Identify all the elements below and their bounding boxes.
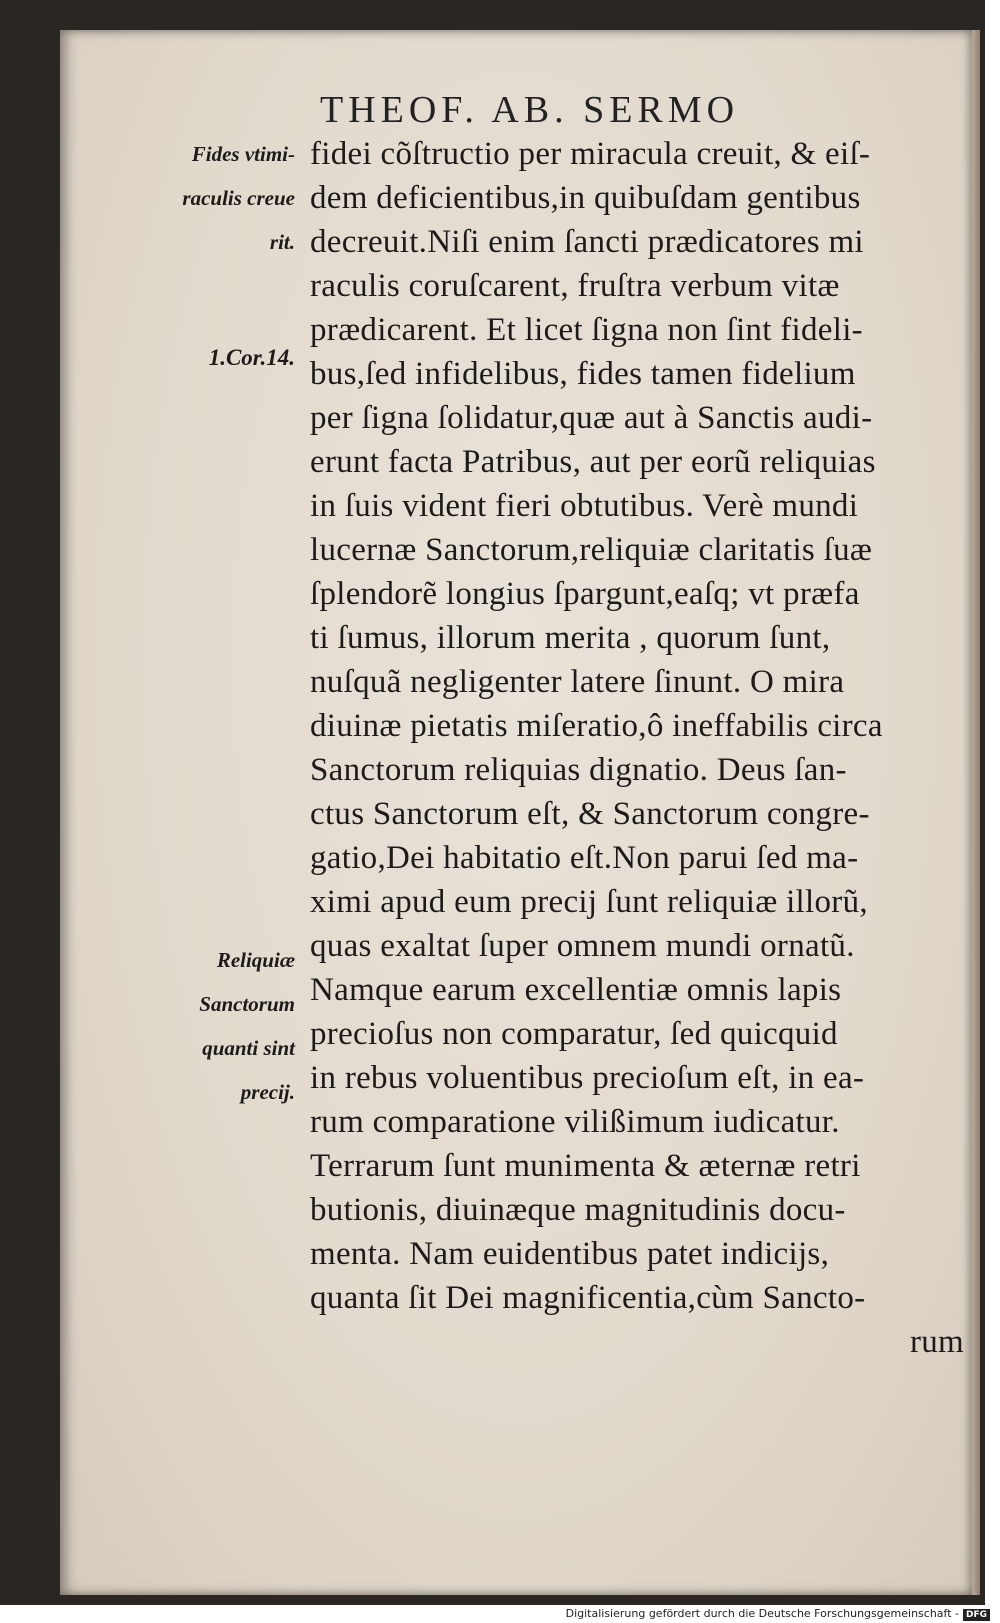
text-line: decreuit.Niſi enim ſancti prædicatores mi <box>310 224 864 260</box>
text-line: butionis, diuinæque magnitudinis docu- <box>310 1192 846 1228</box>
dfg-logo: DFG <box>963 1609 990 1621</box>
marginal-note-line: Reliquiæ <box>216 948 295 972</box>
text-line: dem deficientibus,in quibuſdam gentibus <box>310 180 861 216</box>
text-line: in rebus voluentibus precioſum eſt, in ea- <box>310 1060 865 1096</box>
text-line: bus,ſed infidelibus, fides tamen fidelium <box>310 356 856 392</box>
credit-text: Digitalisierung gefördert durch die Deutsche Forschungsgemeinschaft - <box>565 1607 959 1620</box>
text-line: rum comparatione vilißimum iudicatur. <box>310 1104 840 1140</box>
marginal-note-line: Sanctorum <box>199 992 295 1016</box>
text-line: Terrarum ſunt munimenta & æternæ retri <box>310 1148 861 1184</box>
text-line: diuinæ pietatis miſeratio,ô ineffabilis circa <box>310 708 883 744</box>
catchword: rum <box>909 1324 964 1360</box>
text-line: fidei cõſtructio per miracula creuit, & eiſ- <box>310 136 871 172</box>
text-line: lucernæ Sanctorum,reliquiæ claritatis ſuæ <box>310 532 873 568</box>
marginal-note-line: raculis creue <box>182 186 295 210</box>
text-line: ximi apud eum precij ſunt reliquiæ illorũ, <box>310 884 868 920</box>
marginal-note-line: Fides vtimi- <box>191 142 295 166</box>
marginal-note-faith-miracles <box>135 132 295 264</box>
marginal-note-line: rit. <box>269 230 295 254</box>
marginal-note-line: quanti sint <box>202 1036 295 1060</box>
digitization-credit <box>566 1607 990 1621</box>
text-line: menta. Nam euidentibus patet indicijs, <box>310 1236 830 1272</box>
text-line: precioſus non comparatur, ſed quicquid <box>310 1016 838 1052</box>
text-line: prædicarent. Et licet ſigna non ſint fideli- <box>310 312 863 348</box>
text-line: in ſuis vident fieri obtutibus. Verè mundi <box>310 488 859 524</box>
text-line: Namque earum excellentiæ omnis lapis <box>310 972 842 1008</box>
text-line: per ſigna ſolidatur,quæ aut à Sanctis audi- <box>310 400 873 436</box>
marginal-note-line: 1.Cor.14. <box>208 345 295 370</box>
text-line: quanta ſit Dei magnificentia,cùm Sancto- <box>310 1280 866 1316</box>
page-edge <box>972 30 980 1595</box>
text-line: erunt facta Patribus, aut per eorũ reliquias <box>310 444 876 480</box>
marginal-note-citation <box>135 336 295 380</box>
text-line: nuſquã negligenter latere ſinunt. O mira <box>310 664 845 700</box>
marginal-note-relics <box>135 938 295 1114</box>
body-text <box>310 132 970 1364</box>
text-line: raculis coruſcarent, fruſtra verbum vitæ <box>310 268 840 304</box>
text-line: quas exaltat ſuper omnem mundi ornatũ. <box>310 928 855 964</box>
text-line: ctus Sanctorum eſt, & Sanctorum congre- <box>310 796 870 832</box>
text-line: gatio,Dei habitatio eſt.Non parui ſed ma- <box>310 840 859 876</box>
marginal-note-line: precij. <box>240 1080 295 1104</box>
text-line: ſplendorẽ longius ſpargunt,eaſq; vt præfa <box>310 576 860 612</box>
text-line: ti ſumus, illorum merita , quorum ſunt, <box>310 620 831 656</box>
text-line: Sanctorum reliquias dignatio. Deus ſan- <box>310 752 847 788</box>
running-head: THEOF. AB. SERMO <box>320 89 740 131</box>
